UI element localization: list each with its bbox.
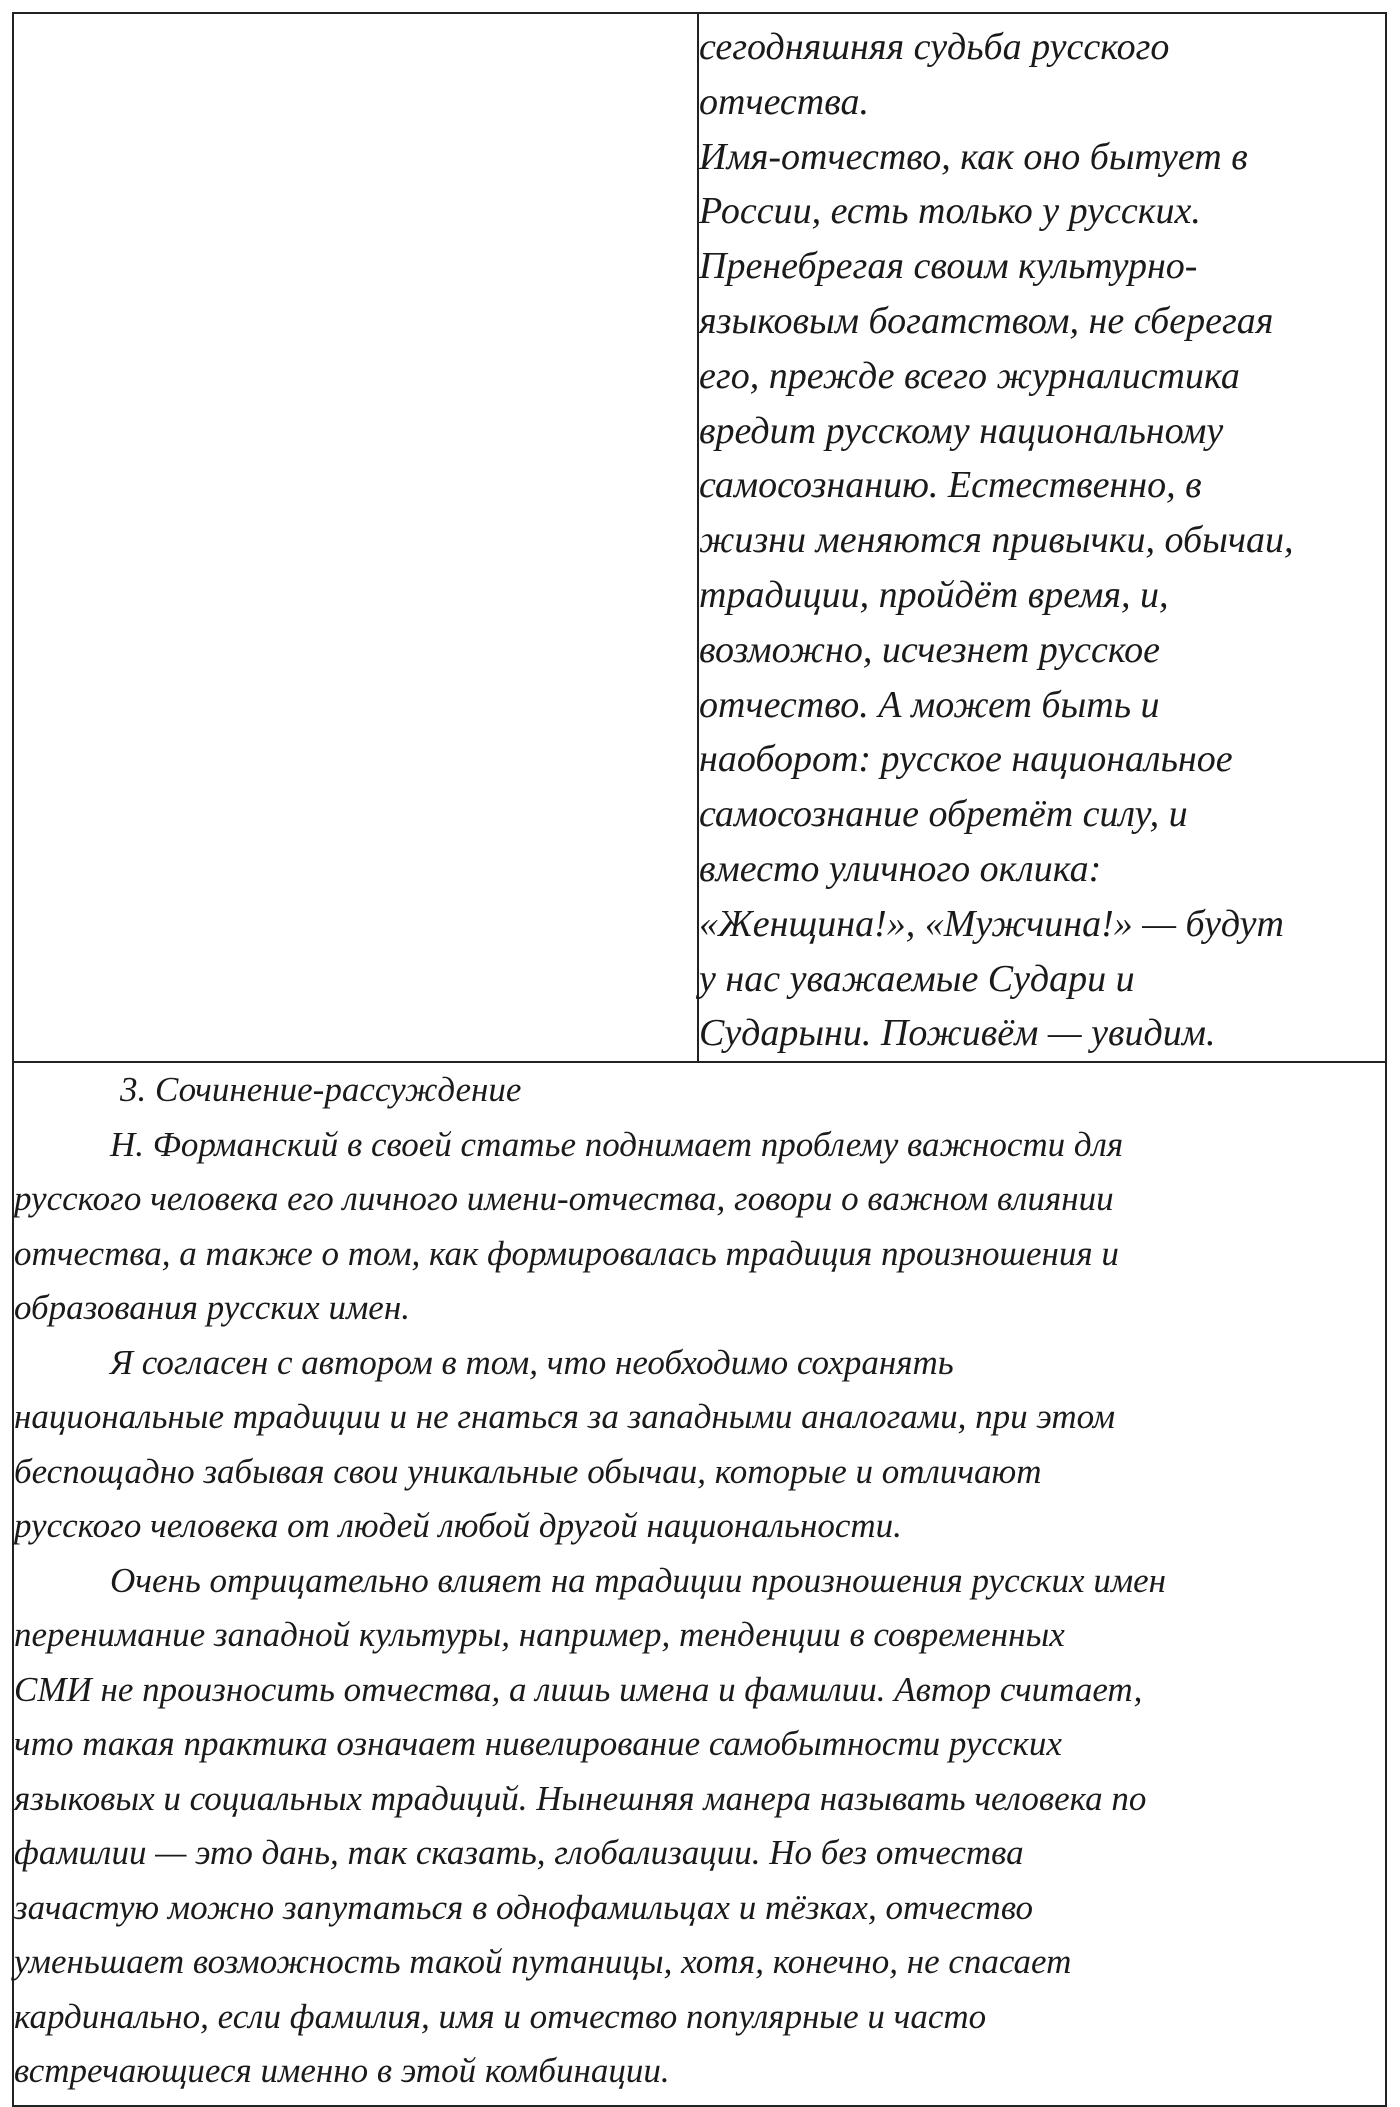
text-line: самосознание обретёт силу, и bbox=[699, 793, 1188, 836]
essay-paragraph-1 bbox=[14, 1118, 1385, 1336]
text-line: отчества. bbox=[699, 80, 869, 123]
essay-paragraph-3 bbox=[14, 1554, 1385, 2099]
text-line: «Женщина!», «Мужчина!» — будут bbox=[699, 902, 1284, 945]
text-line: его, прежде всего журналистика bbox=[699, 354, 1240, 397]
text-line: перенимание западной культуры, например, тенденции в современных bbox=[14, 1615, 1065, 1655]
right-column-text bbox=[699, 20, 1385, 1061]
text-line: национальные традиции и не гнаться за западными аналогами, при этом bbox=[14, 1397, 1116, 1437]
text-line: отчество. А может быть и bbox=[699, 683, 1160, 726]
text-line: России, есть только у русских. bbox=[699, 190, 1201, 233]
essay-cell bbox=[13, 1062, 1386, 2106]
table-row-bottom bbox=[13, 1062, 1386, 2106]
text-line: русского человека от людей любой другой национальности. bbox=[14, 1506, 902, 1546]
text-line: Пренебрегая своим культурно- bbox=[699, 245, 1198, 288]
text-line: Я согласен с автором в том, что необходимо сохранять bbox=[110, 1342, 954, 1382]
text-line: жизни меняются привычки, обычаи, bbox=[699, 519, 1294, 562]
text-line: у нас уважаемые Судари и bbox=[699, 957, 1135, 1000]
text-line: Сударыни. Поживём — увидим. bbox=[699, 1012, 1216, 1055]
text-line: Очень отрицательно влияет на традиции произношения русских имен bbox=[110, 1560, 1167, 1600]
table-row-top bbox=[13, 13, 1386, 1062]
text-line: вредит русскому национальному bbox=[699, 409, 1224, 452]
text-line: кардинально, если фамилия, имя и отчество популярные и часто bbox=[14, 1996, 987, 2036]
text-line: беспощадно забывая свои уникальные обычаи, которые и отличают bbox=[14, 1451, 1042, 1491]
text-line: возможно, исчезнет русское bbox=[699, 628, 1161, 671]
text-line: традиции, пройдёт время, и, bbox=[699, 573, 1169, 616]
empty-left-cell bbox=[13, 13, 698, 1062]
text-line: самосознанию. Естественно, в bbox=[699, 464, 1202, 507]
text-line: фамилии — это дань, так сказать, глобализации. Но без отчества bbox=[14, 1833, 1024, 1873]
text-line: что такая практика означает нивелирование самобытности русских bbox=[14, 1724, 1062, 1764]
essay-heading: 3. Сочинение-рассуждение bbox=[120, 1070, 522, 1110]
text-line: зачастую можно запутаться в однофамильцах и тёзках, отчество bbox=[14, 1887, 1034, 1927]
text-line: вместо уличного оклика: bbox=[699, 847, 1102, 890]
right-column-cell bbox=[698, 13, 1386, 1062]
text-line: уменьшает возможность такой путаницы, хотя, конечно, не спасает bbox=[14, 1942, 1072, 1982]
text-line: наоборот: русское национальное bbox=[699, 738, 1233, 781]
text-line: языковым богатством, не сберегая bbox=[699, 299, 1274, 342]
text-line: СМИ не произносить отчества, а лишь имена и фамилии. Автор считает, bbox=[14, 1669, 1143, 1709]
essay-paragraph-2 bbox=[14, 1336, 1385, 1554]
text-line: сегодняшняя судьба русского bbox=[699, 26, 1170, 68]
document-table bbox=[12, 12, 1387, 2107]
text-line: образования русских имен. bbox=[14, 1288, 410, 1328]
text-line: встречающиеся именно в этой комбинации. bbox=[14, 2051, 670, 2091]
text-line: Н. Форманский в своей статье поднимает проблему важности для bbox=[110, 1124, 1124, 1164]
text-line: языковых и социальных традиций. Нынешняя манера называть человека по bbox=[14, 1778, 1147, 1818]
text-line: отчества, а также о том, как формировалась традиция произношения и bbox=[14, 1233, 1119, 1273]
text-line: русского человека его личного имени-отчества, говори о важном влиянии bbox=[14, 1179, 1114, 1219]
text-line: Имя-отчество, как оно бытует в bbox=[699, 135, 1248, 178]
